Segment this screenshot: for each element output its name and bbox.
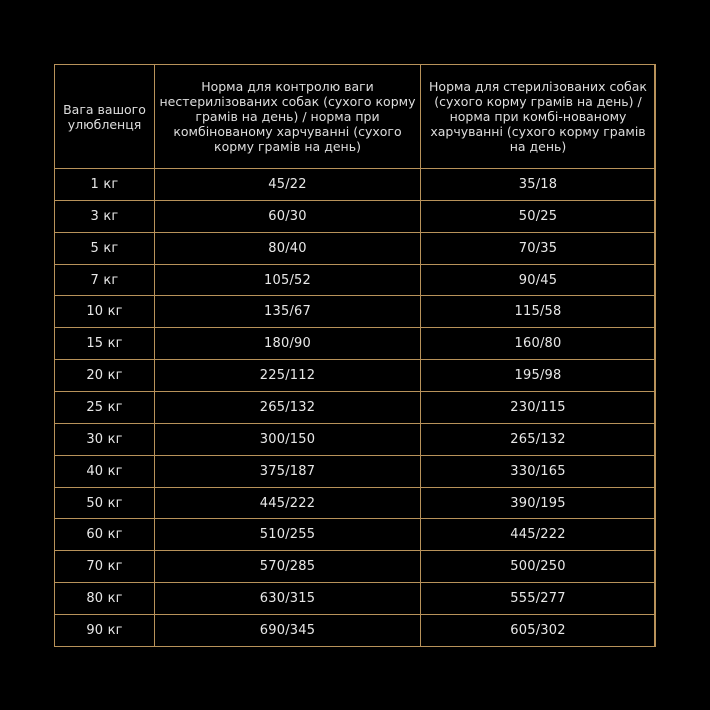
header-sterilized-norm: Норма для стерилізованих собак (сухого корму грамів на день) / норма при комбі-нованому харчуванні (сухого корму грамів на день)	[421, 65, 656, 169]
cell-non-sterilized: 80/40	[155, 232, 421, 264]
cell-sterilized: 115/58	[421, 296, 656, 328]
cell-sterilized: 90/45	[421, 264, 656, 296]
cell-non-sterilized: 690/345	[155, 615, 421, 647]
cell-weight: 5 кг	[55, 232, 155, 264]
cell-weight: 70 кг	[55, 551, 155, 583]
cell-weight: 25 кг	[55, 392, 155, 424]
cell-non-sterilized: 265/132	[155, 392, 421, 424]
cell-weight: 80 кг	[55, 583, 155, 615]
cell-sterilized: 70/35	[421, 232, 656, 264]
cell-weight: 10 кг	[55, 296, 155, 328]
cell-non-sterilized: 630/315	[155, 583, 421, 615]
cell-weight: 20 кг	[55, 360, 155, 392]
cell-weight: 50 кг	[55, 487, 155, 519]
cell-weight: 15 кг	[55, 328, 155, 360]
cell-sterilized: 195/98	[421, 360, 656, 392]
cell-non-sterilized: 445/222	[155, 487, 421, 519]
cell-weight: 40 кг	[55, 455, 155, 487]
cell-non-sterilized: 510/255	[155, 519, 421, 551]
cell-sterilized: 230/115	[421, 392, 656, 424]
header-non-sterilized-norm: Норма для контролю ваги нестерилізованих собак (сухого корму грамів на день) / норма при комбінованому харчуванні (сухого корму грамів на день)	[155, 65, 421, 169]
cell-sterilized: 555/277	[421, 583, 656, 615]
cell-sterilized: 50/25	[421, 200, 656, 232]
cell-non-sterilized: 45/22	[155, 169, 421, 201]
cell-weight: 7 кг	[55, 264, 155, 296]
header-pet-weight: Вага вашого улюбленця	[55, 65, 155, 169]
cell-non-sterilized: 180/90	[155, 328, 421, 360]
cell-weight: 3 кг	[55, 200, 155, 232]
cell-weight: 60 кг	[55, 519, 155, 551]
table-outer-border	[54, 64, 655, 647]
cell-non-sterilized: 300/150	[155, 423, 421, 455]
cell-weight: 1 кг	[55, 169, 155, 201]
cell-non-sterilized: 570/285	[155, 551, 421, 583]
cell-sterilized: 35/18	[421, 169, 656, 201]
cell-sterilized: 445/222	[421, 519, 656, 551]
cell-sterilized: 605/302	[421, 615, 656, 647]
cell-sterilized: 160/80	[421, 328, 656, 360]
cell-sterilized: 390/195	[421, 487, 656, 519]
cell-non-sterilized: 135/67	[155, 296, 421, 328]
cell-weight: 30 кг	[55, 423, 155, 455]
cell-weight: 90 кг	[55, 615, 155, 647]
cell-non-sterilized: 60/30	[155, 200, 421, 232]
cell-sterilized: 330/165	[421, 455, 656, 487]
cell-non-sterilized: 105/52	[155, 264, 421, 296]
cell-sterilized: 500/250	[421, 551, 656, 583]
cell-non-sterilized: 225/112	[155, 360, 421, 392]
cell-sterilized: 265/132	[421, 423, 656, 455]
cell-non-sterilized: 375/187	[155, 455, 421, 487]
